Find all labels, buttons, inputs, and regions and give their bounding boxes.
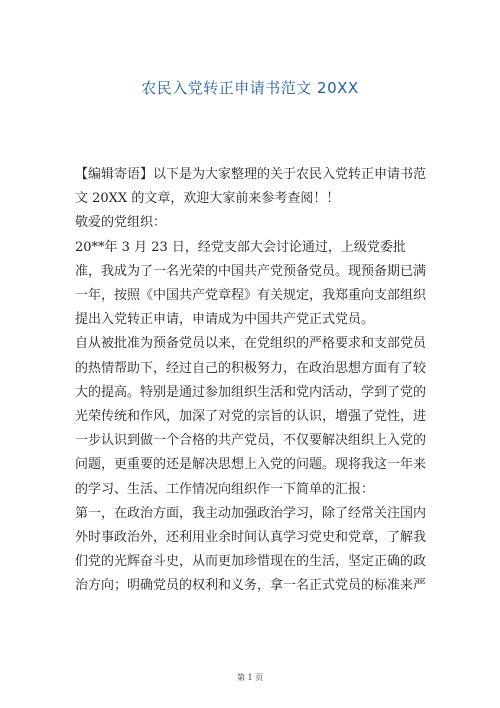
body-paragraph: 自从被批准为预备党员以来，在党组织的严格要求和支部党员的热情帮助下，经过自己的积极努力，在政治思想方面有了较大的提高。特别是通过参加组织生活和党内活动，学到了党的光荣传统和作风，加深了对党的宗旨的认识，增强了党性，进一步认识到做一个合格的共产党员，不仅要解决组织上入党的问题，更重要的还是解决思想上入党的问题。现将我这一年来的学习、生活、工作情况向组织作一下简单的汇报： xyxy=(75,336,427,497)
editor-note-paragraph: 【编辑寄语】以下是为大家整理的关于农民入党转正申请书范文 20XX 的文章，欢迎大家前来参考查阅！！ xyxy=(75,167,427,207)
document-title: 农民入党转正申请书范文 20XX xyxy=(141,79,359,97)
body-paragraph: 20**年 3 月 23 日，经党支部大会讨论通过，上级党委批准，我成为了一名光荣的中国共产党预备党员。现预备期已满一年，按照《中国共产党章程》有关规定，我郑重向支部组织提出入党转正申请，申请成为中国共产党正式党员。 xyxy=(75,239,427,328)
body-paragraph: 第一，在政治方面，我主动加强政治学习，除了经常关注国内外时事政治外，还利用业余时间认真学习党史和党章，了解我们党的光辉奋斗史，从而更加珍惜现在的生活，坚定正确的政治方向；明确党员的权利和义务，拿一名正式党员的标准来严 xyxy=(75,505,427,594)
page-number-footer: 第 1 页 xyxy=(236,673,264,682)
document-body xyxy=(75,163,430,599)
salutation-paragraph: 敬爱的党组织： xyxy=(75,215,167,231)
